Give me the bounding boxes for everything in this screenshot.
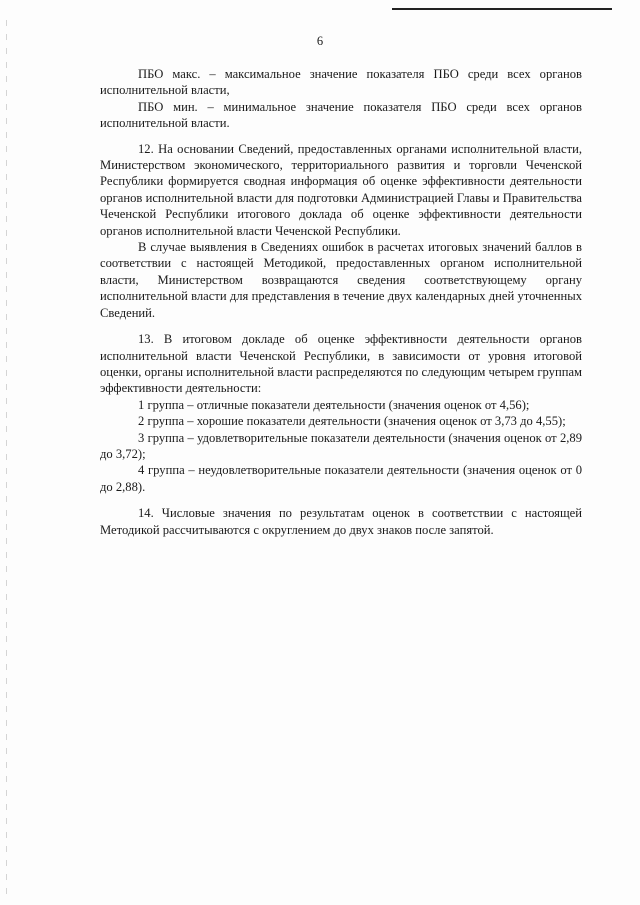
paragraph-group-3: 3 группа – удовлетворительные показатели деятельности (значения оценок от 2,89 до 3,72); [100,430,582,461]
paragraph-section-13: 13. В итоговом докладе об оценке эффективности деятельности органов исполнительной власти Чеченской Республики, в зависимости от уровня итоговой оценки, органы исполнительной власти распределяются по следующим четырем группам эффективности деятельности: [100,332,582,396]
paragraph-group-1: 1 группа – отличные показатели деятельности (значения оценок от 4,56); [138,397,530,412]
page-number: 6 [316,34,324,48]
paragraph-group-4: 4 группа – неудовлетворительные показатели деятельности (значения оценок от 0 до 2,88). [100,463,582,494]
paragraph-group-2: 2 группа – хорошие показатели деятельности (значения оценок от 3,73 до 4,55); [138,414,566,429]
paragraph-pbo-min: ПБО мин. – минимальное значение показателя ПБО среди всех органов исполнительной власти. [100,99,582,131]
paragraph-errors: В случае выявления в Сведениях ошибок в расчетах итоговых значений баллов в соответствии с настоящей Методикой, предоставленных органом исполнительной власти, Министерством возвращаются сведения соответствующему органу исполнительной власти для представления в течение двух календарных дней уточненных Сведений. [100,240,582,320]
scan-edge-line [6,20,7,900]
paragraph-section-12: 12. На основании Сведений, предоставленных органами исполнительной власти, Министерством экономического, территориального развития и торговли Чеченской Республики формируется сводная информация об оценке эффективности деятельности органов исполнительной власти для подготовки Администрацией Главы и Правительства Чеченской Республики итогового доклада об оценке эффективности деятельности органов исполнительной власти Чеченской Республики. [100,141,582,238]
header-rule [392,8,612,10]
paragraph-section-14: 14. Числовые значения по результатам оценок в соответствии с настоящей Методикой рассчитываются с округлением до двух знаков после запятой. [100,506,582,537]
paragraph-pbo-max: ПБО макс. – максимальное значение показателя ПБО среди всех органов исполнительной власти, [100,67,582,98]
document-body [100,66,582,538]
